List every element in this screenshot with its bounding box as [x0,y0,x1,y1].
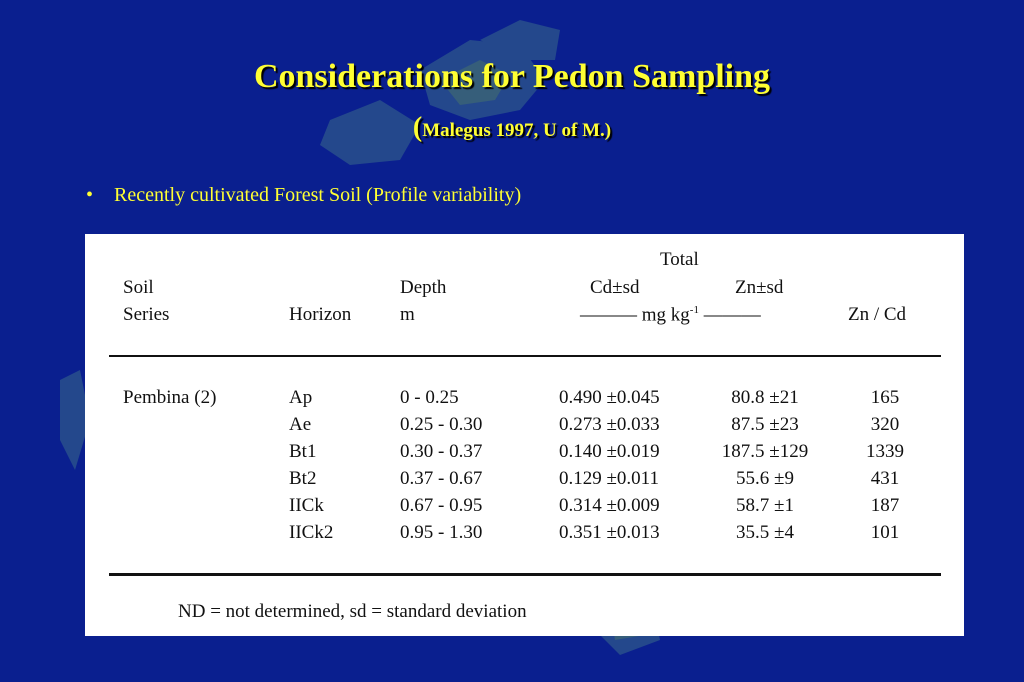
subtitle-text: Malegus 1997, U of M.) [422,120,612,141]
data-table: Total Soil Series Horizon Depth m Cd±sd Zn±sd ——— mg $kg^{-1}$ ——— Zn / Cd Pembina (2) Ap 0 - 0.25 0.490 ±0.045 80.8 ±21 165 Ae 0.25 - 0.30 0.273 ±0.033 87.5 ±23 320 Bt1 0.30 - 0.37 0.140 ±0.019 187.5 ±129 1339 Bt2 0.37 - 0.67 0.129 ±0.011 55.6 ±9 431 IICk 0.67 - 0.95 0.314 ±0.009 58.7 ±1 187 IICk2 0.95 - 1.30 0.351 ±0.013 35.5 ±4 101 ND = not determined, sd = standard deviation [85,234,964,636]
footer-rule [109,573,941,576]
slide-subtitle [0,112,1024,144]
header-depth: Depth [400,277,447,298]
bullet-dot-icon: • [86,184,94,206]
header-cd: Cd±sd [590,277,640,298]
subtitle-paren: ( [412,112,423,143]
header-zn: Zn±sd [735,277,784,298]
header-rule [109,355,941,357]
header-total: Total [660,249,699,270]
slide-title: Considerations for Pedon Sampling [253,58,771,95]
header-horizon: Horizon [289,304,352,325]
header-ratio: Zn / Cd [848,304,907,325]
header-series: Series [123,304,170,325]
bullet-item [86,184,521,207]
header-depth-unit: m [400,304,415,325]
series-name: Pembina (2) [123,387,217,408]
header-unit: ——— mg $kg^{-1}$ ——— [580,304,761,326]
header-soil: Soil [123,277,154,298]
bullet-text: Recently cultivated Forest Soil (Profile variability) [114,184,522,206]
footnote: ND = not determined, sd = standard deviation [178,601,527,622]
